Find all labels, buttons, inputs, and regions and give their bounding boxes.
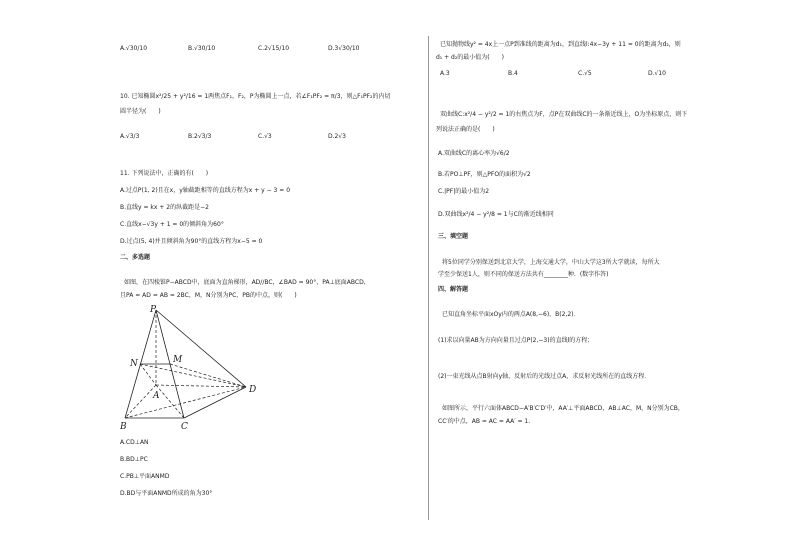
prism-stem-line1: 如图所示，平行六面体ABCD−A′B′C′D′中，AA′⊥平面ABCD，AB⊥AC，M，N分别为CB， — [442, 405, 684, 412]
q11-option-b: B.直线y = kx + 2的纵截距是−2 — [120, 204, 209, 211]
q10-stem-line2: 圆半径为( ) — [120, 108, 161, 115]
section-heading-fill-blank: 三、填空题 — [438, 233, 469, 240]
line-problem-part2: (2)一束光线从点B射向y轴，反射后的光线过点A，求反射光线所在的直线方程． — [438, 373, 651, 380]
parabola-option-c: C.√5 — [578, 70, 592, 77]
q11-option-a: A.过点P(1, 2)且在x，y轴截距相等的直线方程为x + y − 3 = 0 — [120, 187, 291, 194]
vertex-label-p: P — [150, 305, 157, 315]
q9-option-c: C.2√15/10 — [258, 45, 290, 52]
q11-option-d: D.过点(5, 4)并且倾斜角为90°的直线方程为x−5 = 0 — [120, 238, 263, 245]
hyperbola-option-b: B.若PO⊥PF，则△PFO的面积为√2 — [438, 171, 531, 178]
hyperbola-stem-line2: 列说法正确的是( ) — [436, 126, 495, 133]
q12-option-b: B.BD⊥PC — [120, 456, 148, 463]
column-divider — [428, 36, 429, 520]
fill-blank-stem-line1: 将5位同学分别保送到北京大学，上海交通大学，中山大学这3所大学就读，每所大 — [442, 259, 660, 266]
parabola-stem-line1: 已知抛物线y² = 4x上一点P到准线的距离为d₁，到直线l:4x−3y + 11 = 0的距离为d₂，则 — [440, 41, 681, 48]
vertex-label-n: N — [130, 359, 138, 369]
q12-option-c: C.PB⊥平面ANMD — [120, 473, 170, 480]
q9-option-d: D.3√30/10 — [328, 45, 360, 52]
q10-stem-line1: 10. 已知椭圆x²/25 + y²/16 = 1两焦点F₁，F₂，P为椭圆上一点，若∠F₁PF₂ = π/3，则△F₁PF₂的内切 — [120, 93, 391, 100]
hyperbola-stem-line1: 双曲线C:x²/4 − y²/2 = 1的右焦点为F，点P在双曲线C的一条渐近线上，O为坐标原点，则下 — [440, 111, 688, 118]
q12-option-a: A.CD⊥AN — [120, 439, 149, 446]
vertex-label-m: M — [173, 355, 183, 365]
q12-option-d: D.BD与平面ANMD所成的角为30° — [120, 490, 213, 497]
fill-blank-stem-line2: 学至少保送1人，则不同的保送方法共有________种．(数字作答) — [438, 271, 609, 278]
q10-option-b: B.2√3/3 — [188, 133, 212, 140]
vertex-label-d: D — [249, 385, 257, 395]
vertex-label-c: C — [181, 422, 188, 432]
line-problem-part1: (1)求以向量AB为方向向量且过点P(2,−3)的直线l的方程； — [438, 337, 594, 344]
q10-option-c: C.√3 — [258, 133, 272, 140]
section-heading-solve: 四、解答题 — [438, 286, 469, 293]
line-problem-stem: 已知直角坐标平面xOy内的两点A(8,−6)，B(2,2)． — [442, 311, 580, 318]
q12-stem-line1: 如图，在四棱锥P−ABCD中，底面为直角梯形，AD//BC，∠BAD = 90°，PA⊥底面ABCD, — [124, 279, 366, 286]
q11-option-c: C.直线x−√3y + 1 = 0的倾斜角为60° — [120, 221, 224, 228]
q9-option-b: B.√30/10 — [188, 45, 216, 52]
q10-option-a: A.√3/3 — [120, 133, 140, 140]
parabola-stem-line2: d₁ + d₂的最小值为( ) — [436, 54, 504, 61]
pyramid-figure — [118, 300, 268, 432]
hyperbola-option-c: C.|PF|的最小值为2 — [438, 188, 490, 195]
hyperbola-option-a: A.双曲线C的离心率为√6/2 — [438, 150, 510, 157]
q10-option-d: D.2√3 — [328, 133, 346, 140]
vertex-label-a: A — [153, 391, 160, 401]
section-heading-multi-choice: 二、多选题 — [120, 254, 151, 261]
q11-stem: 11. 下列说法中，正确的有( ) — [120, 170, 209, 177]
hyperbola-option-d: D.双曲线x²/4 − y²/8 = 1与C的渐近线相同 — [438, 211, 554, 218]
parabola-option-b: B.4 — [508, 70, 518, 77]
q9-option-a: A.√30/10 — [120, 45, 148, 52]
parabola-option-a: A.3 — [440, 70, 450, 77]
prism-stem-line2: CC′的中点，AB = AC = AA′ = 1. — [438, 418, 531, 425]
vertex-label-b: B — [120, 422, 127, 432]
parabola-option-d: D.√10 — [648, 70, 666, 77]
q12-stem-line2: 且PA = AD = AB = 2BC，M，N分别为PC，PB的中点，则( ) — [120, 292, 297, 299]
